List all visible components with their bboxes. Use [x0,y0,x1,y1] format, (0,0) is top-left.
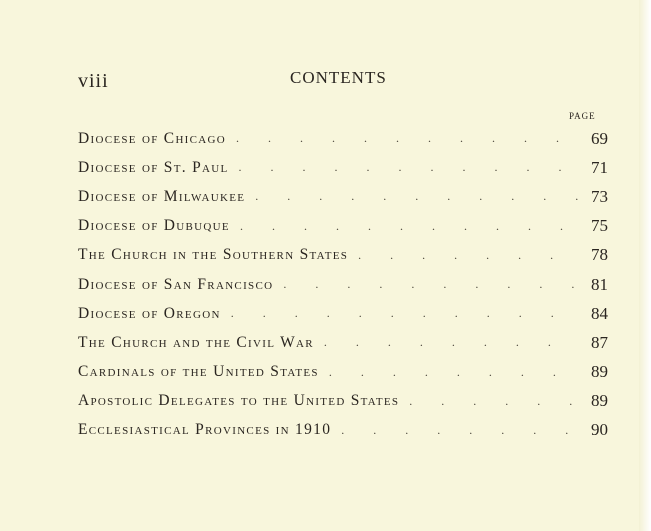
toc-entry-title: Diocese of Milwaukee [78,187,246,205]
toc-entry-page: 71 [591,157,608,177]
toc-entry [78,212,608,241]
page-edge [639,0,651,531]
toc-entry-title: Diocese of Chicago [78,129,227,147]
toc-entry-title: Diocese of Oregon [78,304,221,322]
toc-entry-page: 75 [591,216,608,236]
toc-entry [78,153,608,182]
toc-entry-page: 89 [591,362,608,382]
toc-entry-page: 90 [591,420,608,440]
toc-entry-title: Cardinals of the United States [78,363,319,381]
toc-entry [78,124,608,153]
toc-entry-page: 69 [591,128,608,148]
table-of-contents [78,124,608,445]
dot-leader [231,306,580,321]
running-head: CONTENTS [290,68,387,87]
dot-leader [324,335,580,350]
page-number: viii [78,70,109,92]
toc-entry [78,270,608,299]
dot-leader [255,189,580,204]
toc-entry-page: 84 [591,303,608,323]
toc-entry-page: 89 [591,391,608,411]
toc-entry-page: 81 [591,274,608,294]
toc-entry-title: The Church in the Southern States [78,246,349,264]
dot-leader [283,277,580,292]
dot-leader [341,423,580,438]
toc-entry [78,328,608,357]
toc-entry [78,387,608,416]
toc-entry [78,182,608,211]
dot-leader [236,131,580,146]
toc-entry-title: Diocese of St. Paul [78,158,229,176]
toc-entry-title: Ecclesiastical Provinces in 1910 [78,421,332,439]
toc-entry [78,241,608,270]
toc-entry-title: Apostolic Delegates to the United States [78,392,400,410]
dot-leader [240,219,580,234]
toc-entry-title: Diocese of San Francisco [78,275,274,293]
dot-leader [329,365,580,380]
dot-leader [239,160,580,175]
toc-entry-page: 78 [591,245,608,265]
toc-entry-title: Diocese of Dubuque [78,217,230,235]
toc-entry [78,416,608,445]
toc-entry-page: 87 [591,332,608,352]
toc-entry-page: 73 [591,186,608,206]
toc-entry [78,299,608,328]
page-column-label: PAGE [569,111,596,121]
toc-entry-title: The Church and the Civil War [78,333,314,351]
dot-leader [358,248,580,263]
toc-entry [78,358,608,387]
dot-leader [409,394,580,409]
